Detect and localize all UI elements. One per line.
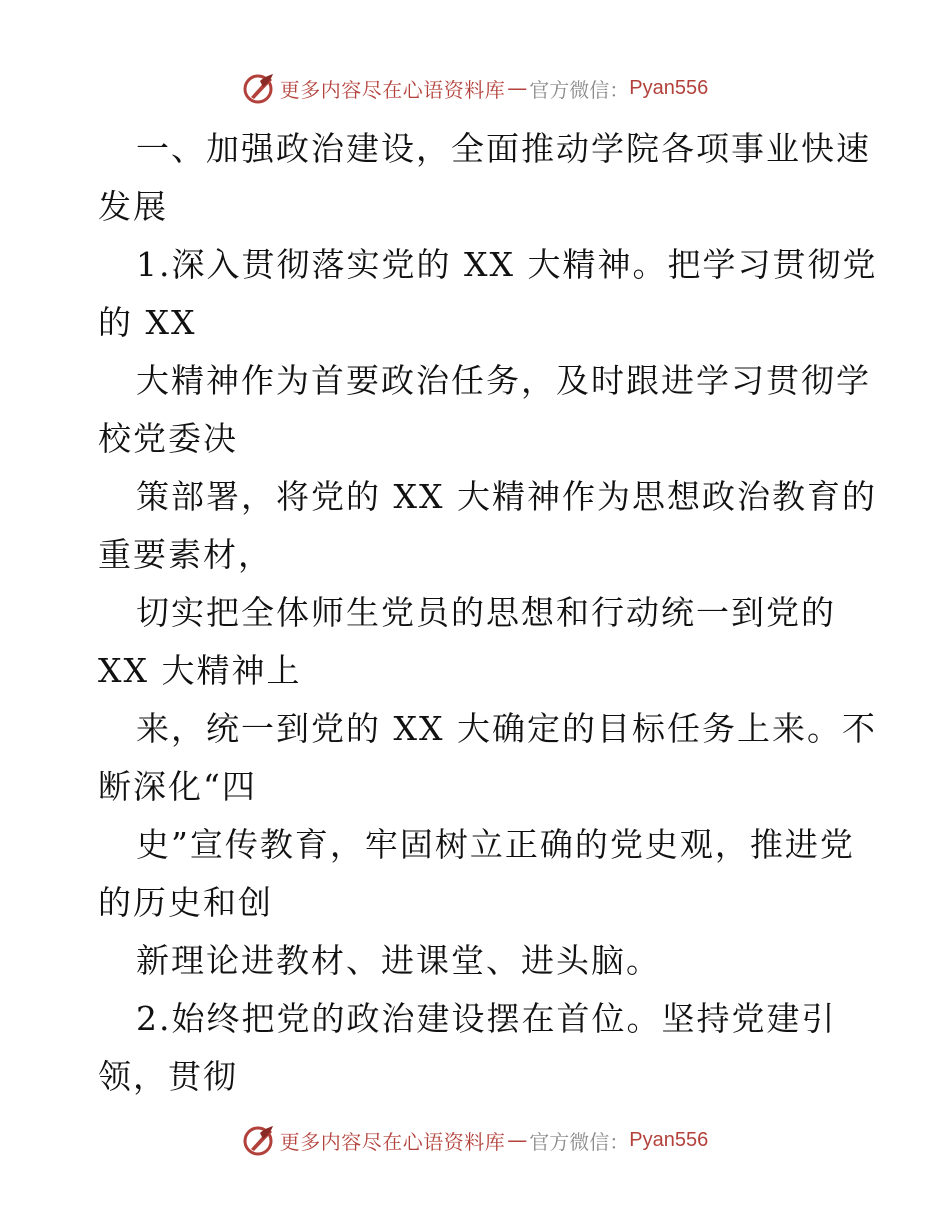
feather-pen-icon	[242, 71, 276, 105]
text-line: 新理论进教材、进课堂、进头脑。	[136, 941, 661, 980]
banner-wechat-label: 官方微信：	[529, 77, 630, 102]
text-line: 校党委决	[98, 419, 238, 458]
text-line: 发展	[98, 187, 168, 226]
text-line: 领，贯彻	[98, 1057, 238, 1096]
text-line: 来，统一到党的 XX 大确定的目标任务上来。不	[136, 709, 877, 748]
text-line: 的历史和创	[98, 883, 273, 922]
footer-banner	[0, 1120, 950, 1160]
banner-wechat-id: Pyan556	[629, 1128, 709, 1151]
text-line: 重要素材，	[98, 535, 273, 574]
text-line: 断深化“四	[98, 767, 257, 806]
text-line: 策部署，将党的 XX 大精神作为思想政治教育的	[136, 477, 877, 516]
text-line: 1.深入贯彻落实党的 XX 大精神。把学习贯彻党	[136, 245, 878, 284]
text-line: 一、加强政治建设，全面推动学院各项事业快速	[136, 129, 871, 168]
banner-text: 更多内容尽在心语资料库	[279, 77, 506, 102]
text-line: 史”宣传教育，牢固树立正确的党史观，推进党	[136, 825, 855, 864]
text-line: 2.始终把党的政治建设摆在首位。坚持党建引	[136, 999, 837, 1038]
header-banner	[0, 68, 950, 108]
banner-separator: —	[507, 1128, 528, 1152]
banner-wechat-id: Pyan556	[629, 76, 709, 99]
text-line: 切实把全体师生党员的思想和行动统一到党的	[136, 593, 836, 632]
text-line: 的 XX	[98, 303, 197, 342]
feather-pen-icon	[242, 1123, 276, 1157]
banner-wechat-label: 官方微信：	[529, 1129, 630, 1154]
text-line: XX 大精神上	[98, 651, 302, 690]
banner-text: 更多内容尽在心语资料库	[279, 1129, 506, 1154]
text-line: 大精神作为首要政治任务，及时跟进学习贯彻学	[136, 361, 871, 400]
document-body	[98, 120, 878, 1106]
banner-separator: —	[507, 76, 528, 100]
